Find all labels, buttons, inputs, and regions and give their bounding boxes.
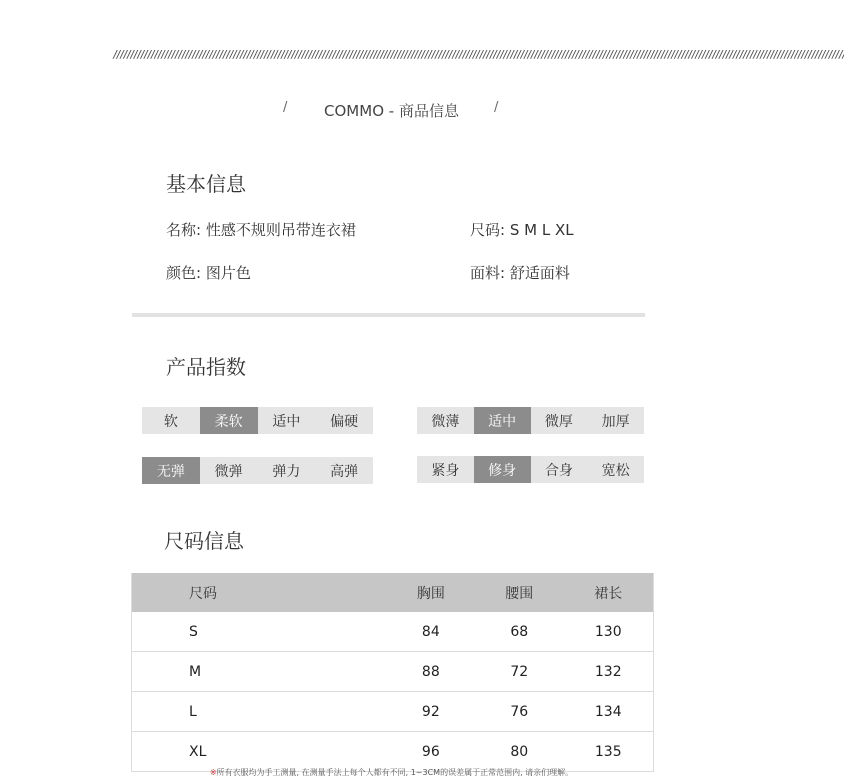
cell-length: 135 <box>564 732 654 772</box>
cell-waist: 68 <box>475 612 563 652</box>
table-row <box>132 652 654 692</box>
table-row <box>132 612 654 652</box>
header-title: COMMO - 商品信息 <box>324 102 459 120</box>
fit-option: 合身 <box>544 462 573 479</box>
elasticity-option: 高弹 <box>330 463 359 480</box>
product-name: 名称: 性感不规则吊带连衣裙 <box>166 221 356 239</box>
cell-bust: 92 <box>387 692 475 732</box>
product-sizes: 尺码: S M L XL <box>470 221 574 239</box>
thickness-option: 适中 <box>474 407 531 434</box>
header-length: 裙长 <box>564 573 654 612</box>
cell-size: XL <box>132 732 387 772</box>
softness-option: 偏硬 <box>330 413 359 430</box>
header-left-slash: / <box>283 100 288 115</box>
fit-option: 修身 <box>474 456 531 483</box>
size-info-title: 尺码信息 <box>164 529 244 553</box>
note-star-icon: ※ <box>209 768 217 777</box>
table-row <box>132 732 654 772</box>
thickness-scale <box>417 407 644 434</box>
product-index-title: 产品指数 <box>166 355 246 379</box>
cell-bust: 88 <box>387 652 475 692</box>
thickness-option: 微厚 <box>544 413 573 430</box>
cell-waist: 76 <box>475 692 563 732</box>
softness-option: 适中 <box>272 413 301 430</box>
fit-option: 宽松 <box>601 462 630 479</box>
cell-size: S <box>132 612 387 652</box>
header-waist: 腰围 <box>475 573 563 612</box>
fit-scale <box>417 456 644 483</box>
thickness-option: 加厚 <box>601 413 630 430</box>
elasticity-scale <box>142 457 373 484</box>
header-bust: 胸围 <box>387 573 475 612</box>
cell-waist: 80 <box>475 732 563 772</box>
softness-option: 软 <box>163 413 178 430</box>
elasticity-option: 微弹 <box>214 463 243 480</box>
cell-length: 130 <box>564 612 654 652</box>
cell-size: M <box>132 652 387 692</box>
thickness-option: 微薄 <box>431 413 460 430</box>
softness-option: 柔软 <box>200 407 258 434</box>
cell-length: 134 <box>564 692 654 732</box>
product-color: 颜色: 图片色 <box>166 264 251 282</box>
fit-option: 紧身 <box>431 462 460 479</box>
product-fabric: 面料: 舒适面料 <box>470 264 570 282</box>
cell-bust: 84 <box>387 612 475 652</box>
elasticity-option: 无弹 <box>142 457 200 484</box>
size-table-header <box>132 573 654 612</box>
basic-info-title: 基本信息 <box>166 172 246 196</box>
section-divider <box>132 313 645 317</box>
measurement-note <box>0 767 783 778</box>
header-size: 尺码 <box>132 573 387 612</box>
cell-size: L <box>132 692 387 732</box>
table-row <box>132 692 654 732</box>
cell-length: 132 <box>564 652 654 692</box>
header-right-slash: / <box>494 100 499 115</box>
note-text: 所有衣服均为手工测量, 在测量手法上每个人都有不同, 1~3CM的误差属于正常范围内, 请亲们理解。 <box>216 768 574 777</box>
section-header <box>0 100 783 122</box>
softness-scale <box>142 407 373 434</box>
top-slash-decoration: ////////////////////////////////////////////////////////////////////////////////////////////////////////////////////////////////////////////////////////////////////////////////////////////////////////////////////// <box>112 48 844 61</box>
cell-waist: 72 <box>475 652 563 692</box>
size-table <box>131 573 654 772</box>
cell-bust: 96 <box>387 732 475 772</box>
elasticity-option: 弹力 <box>272 463 301 480</box>
